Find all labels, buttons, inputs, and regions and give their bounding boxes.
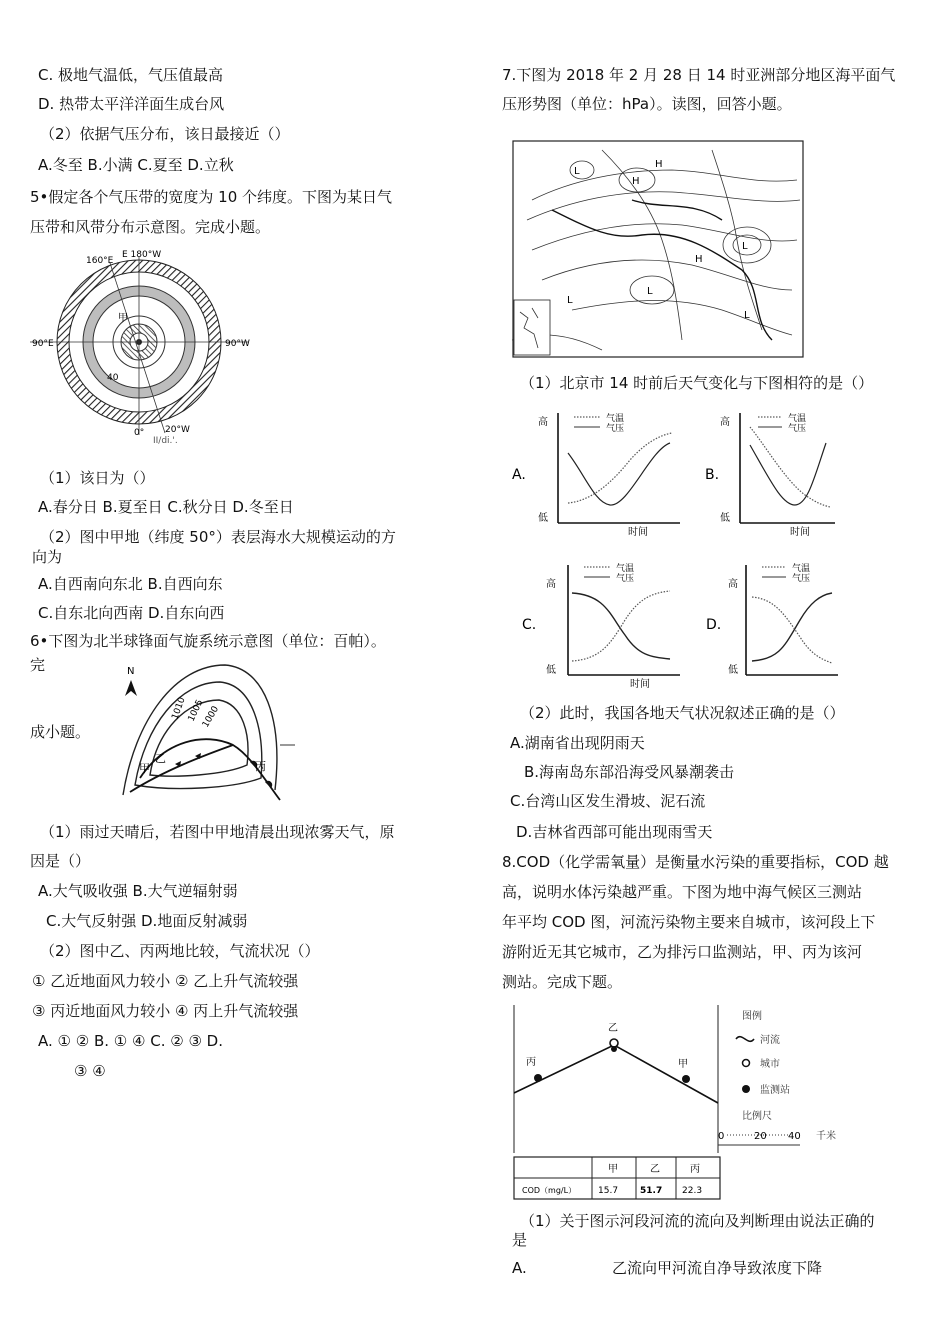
svg-text:D.: D. [706,617,722,633]
label-20w: 20°W [165,425,190,435]
svg-text:低: 低 [546,665,556,676]
svg-text:气温: 气温 [606,414,625,424]
svg-text:高: 高 [728,579,738,590]
label-bing: 丙 [255,760,266,773]
label-yi: 乙 [608,1023,618,1034]
svg-text:气压: 气压 [788,424,807,434]
label-90e: 90°E [32,339,54,349]
river-legend-icon [736,1037,754,1042]
svg-text:河流: 河流 [760,1035,780,1046]
question-6-1-options-1: A.大气吸收强 B.大气逆辐射弱 [38,882,238,900]
label-yi: 乙 [155,752,166,765]
question-7-stem: 7.下图为 2018 年 2 月 28 日 14 时亚洲部分地区海平面气 [502,66,896,84]
svg-text:L: L [567,295,573,306]
label-jia: 甲 [678,1059,688,1070]
value-yi: 51.7 [640,1186,663,1196]
isobar-1010: 1010 [170,696,188,722]
label-0: 0° [134,428,145,438]
question-7-2-b: B.海南岛东部沿海受风暴潮袭击 [524,763,735,781]
question-8-1-option-a-label: A. [512,1259,527,1277]
label-bottom: II/di.'. [153,436,178,446]
svg-text:气温: 气温 [792,564,811,574]
label-40: 40 [107,373,119,383]
legend [718,1009,836,1145]
question-6-2-statements-1: ① 乙近地面风力较小 ② 乙上升气流较强 [32,972,299,990]
svg-text:千米: 千米 [816,1131,836,1142]
svg-text:20: 20 [754,1131,767,1142]
svg-text:0: 0 [718,1131,725,1142]
city-legend-icon [743,1060,750,1067]
weather-graphs [510,405,840,690]
question-6-stem: 6•下图为北半球锋面气旋系统示意图（单位：百帕）。 [30,632,386,650]
svg-text:H: H [695,254,703,265]
isobar-1000: 1000 [200,704,222,730]
high-label: H [655,159,663,170]
graph-d [706,562,838,676]
question-5-2-cont: 向为 [32,548,63,566]
svg-text:气压: 气压 [792,574,811,584]
asia-pressure-map [512,140,804,358]
option-c: C. 极地气温低，气压值最高 [38,66,224,84]
label-jia: 甲 [139,762,150,775]
question-6-stem-end: 成小题。 [30,723,91,741]
question-7-2-c: C.台湾山区发生滑坡、泥石流 [510,792,706,810]
question-5-2-options-1: A.自西南向东北 B.自西向东 [38,575,223,593]
low-label: L [574,166,580,177]
question-8-1: （1）关于图示河段河流的流向及判断理由说法正确的 [520,1212,875,1230]
svg-text:L: L [647,286,653,297]
question-8-1-option-a-text: 乙流向甲河流自净导致浓度下降 [612,1259,823,1277]
question-5-stem-cont: 压带和风带分布示意图。完成小题。 [30,218,271,236]
question-5-1: （1）该日为（） [40,469,155,487]
question-7-1: （1）北京市 14 时前后天气变化与下图相符的是（） [520,374,874,392]
question-7-stem-cont: 压形势图（单位：hPa）。读图，回答小题。 [502,95,792,113]
svg-text:L: L [744,310,750,321]
svg-text:C.: C. [522,617,537,633]
header-bing: 丙 [690,1164,700,1175]
cod-table [514,1157,720,1199]
header-jia: 甲 [608,1164,618,1175]
river-cod-figure [510,1005,850,1205]
option-d: D. 热带太平洋洋面生成台风 [38,95,225,113]
question-6-1: （1）雨过天晴后，若图中甲地清晨出现浓雾天气，原 [40,823,395,841]
svg-text:H: H [632,176,640,187]
question-6-stem-cont: 完 [30,656,46,674]
north-label: N [127,666,135,677]
question-5-stem: 5•假定各个气压带的宽度为 10 个纬度。下图为某日气 [30,188,393,206]
north-arrow-icon [125,680,137,696]
graph-c [522,562,680,690]
question-5-2: （2）图中甲地（纬度 50°）表层海水大规模运动的方 [40,528,396,546]
svg-text:低: 低 [728,665,738,676]
station-legend-icon [742,1085,750,1093]
svg-text:高: 高 [720,417,730,428]
header-yi: 乙 [650,1164,660,1175]
svg-text:气温: 气温 [616,564,635,574]
station-bing [534,1074,542,1082]
svg-text:监测站: 监测站 [760,1085,790,1096]
svg-text:L: L [742,241,748,252]
isobar-1005: 1005 [186,698,206,724]
svg-text:低: 低 [720,513,730,524]
svg-text:时间: 时间 [628,527,648,538]
question-6-2-statements-2: ③ 丙近地面风力较小 ④ 丙上升气流较强 [32,1002,299,1020]
label-160e: 160°E [86,256,114,266]
question-4-2: （2）依据气压分布，该日最接近（） [40,125,290,143]
svg-text:A.: A. [512,467,526,483]
label-180: E 180°W [122,250,162,260]
question-8-stem-5: 测站。完成下题。 [502,973,623,991]
graph-b [705,412,835,538]
svg-text:气压: 气压 [616,574,635,584]
station-jia [682,1075,690,1083]
question-6-1-options-2: C.大气反射强 D.地面反射减弱 [46,912,248,930]
question-8-stem-4: 游附近无其它城市，乙为排污口监测站，甲、丙为该河 [502,943,863,961]
question-6-1-cont: 因是（） [30,852,91,870]
question-8-stem-1: 8.COD（化学需氧量）是衡量水污染的重要指标，COD 越 [502,853,889,871]
question-6-2-options: A. ① ② B. ① ④ C. ② ③ D. [38,1032,223,1050]
question-7-2-d: D.吉林省西部可能出现雨雪天 [516,823,713,841]
svg-text:高: 高 [538,417,548,428]
svg-text:城市: 城市 [760,1059,780,1070]
question-8-stem-2: 高，说明水体污染越严重。下图为地中海气候区三测站 [502,883,863,901]
label-bing: 丙 [526,1057,536,1068]
city-marker [610,1039,618,1047]
svg-text:时间: 时间 [790,527,810,538]
question-7-2-a: A.湖南省出现阴雨天 [510,734,645,752]
question-8-stem-3: 年平均 COD 图，河流污染物主要来自城市，该河段上下 [502,913,876,931]
question-7-2: （2）此时，我国各地天气状况叙述正确的是（） [520,704,845,722]
svg-text:高: 高 [546,579,556,590]
question-6-2-options-cont: ③ ④ [74,1062,106,1080]
svg-text:气压: 气压 [606,424,625,434]
graph-a [512,412,680,538]
frontal-cyclone-diagram [115,660,305,805]
pressure-belt-diagram [30,245,270,450]
question-5-2-options-2: C.自东北向西南 D.自东向西 [38,604,225,622]
svg-text:图例: 图例 [742,1011,762,1022]
value-jia: 15.7 [598,1186,619,1196]
svg-text:气温: 气温 [788,414,807,424]
svg-text:B.: B. [705,467,720,483]
river-line [514,1045,718,1103]
question-5-1-options: A.春分日 B.夏至日 C.秋分日 D.冬至日 [38,498,294,516]
label-jia: 甲 [118,313,128,324]
svg-text:低: 低 [538,513,548,524]
question-6-2: （2）图中乙、丙两地比较，气流状况（） [40,942,320,960]
svg-text:时间: 时间 [630,679,650,690]
question-8-1-cont: 是 [512,1231,528,1249]
svg-text:40: 40 [788,1131,801,1142]
question-4-2-options: A.冬至 B.小满 C.夏至 D.立秋 [38,156,234,174]
label-90w: 90°W [225,339,250,349]
svg-text:比例尺: 比例尺 [742,1111,772,1122]
row-label: COD（mg/L） [522,1186,577,1195]
value-bing: 22.3 [682,1186,703,1196]
